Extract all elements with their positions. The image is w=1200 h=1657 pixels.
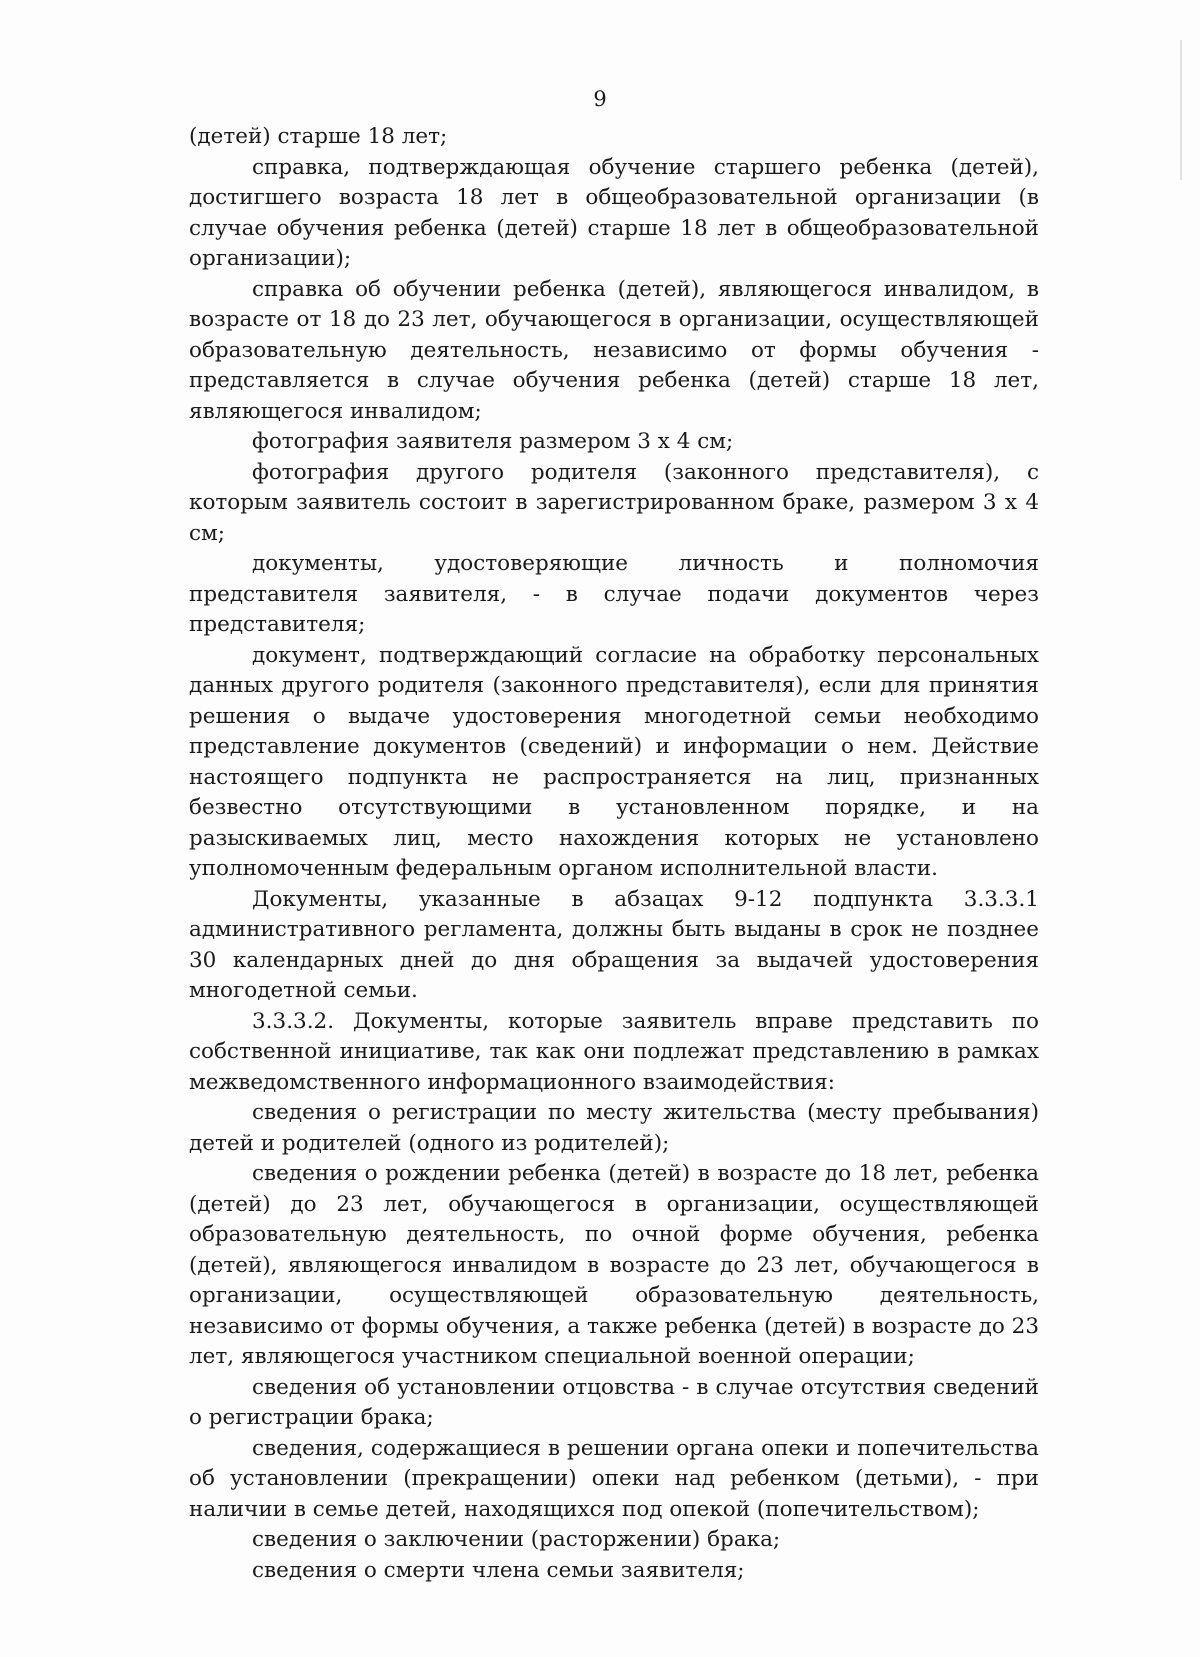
paragraph: сведения о рождении ребенка (детей) в возрасте до 18 лет, ребенка (детей) до 23 лет, обучающегося в организации, осуществляющей образовательную деятельность, по очной форме обучения, ребенка (детей), являющегося инвалидом в возрасте до 23 лет, обучающегося в организации, осуществляющей образовательную деятельность, независимо от формы обучения, а также ребенка (детей) в возрасте до 23 лет, являющегося участником специальной военной операции; [189, 1161, 1039, 1369]
paragraph: Документы, указанные в абзацах 9-12 подпункта 3.3.3.1 административного регламента, должны быть выданы в срок не позднее 30 календарных дней до дня обращения за выдачей удостоверения многодетной семьи. [189, 886, 1039, 1003]
paragraph: (детей) старше 18 лет; [189, 124, 448, 149]
paragraph: фотография заявителя размером 3 х 4 см; [252, 429, 734, 454]
paragraph: документы, удостоверяющие личность и полномочия представителя заявителя, - в случае подачи документов через представителя; [189, 551, 1039, 637]
paragraph: 3.3.3.2. Документы, которые заявитель вправе представить по собственной инициативе, так как они подлежат представлению в рамках межведомственного информационного взаимодействия: [189, 1008, 1039, 1095]
document-body [189, 122, 1039, 1586]
page-number: 9 [593, 87, 607, 111]
paragraph: документ, подтверждающий согласие на обработку персональных данных другого родителя (законного представителя), если для принятия решения о выдаче удостоверения многодетной семьи необходимо представление документов (сведений) и информации о нем. Действие настоящего подпункта не распространяется на лиц, признанных безвестно отсутствующими в установленном порядке, и на разыскиваемых лиц, место нахождения которых не установлено уполномоченным федеральным органом исполнительной власти. [189, 642, 1039, 881]
scan-edge-mark [1180, 40, 1182, 180]
paragraph: сведения о смерти члена семьи заявителя; [252, 1557, 745, 1583]
paragraph: фотография другого родителя (законного представителя), с которым заявитель состоит в зарегистрированном браке, размером 3 х 4 см; [189, 459, 1039, 546]
paragraph: справка, подтверждающая обучение старшего ребенка (детей), достигшего возраста 18 лет в общеобразовательной организации (в случае обучения ребенка (детей) старше 18 лет в общеобразовательной организации); [189, 154, 1039, 271]
paragraph: сведения о регистрации по месту жительства (месту пребывания) детей и родителей (одного из родителей); [189, 1100, 1039, 1156]
paragraph: сведения о заключении (расторжении) брака; [252, 1527, 781, 1552]
paragraph: справка об обучении ребенка (детей), являющегося инвалидом, в возрасте от 18 до 23 лет, обучающегося в организации, осуществляющей образовательную деятельность, независимо от формы обучения - представляется в случае обучения ребенка (детей) старше 18 лет, являющегося инвалидом; [189, 276, 1039, 424]
paragraph: сведения об установлении отцовства - в случае отсутствия сведений о регистрации брака; [189, 1374, 1039, 1430]
paragraph: сведения, содержащиеся в решении органа опеки и попечительства об установлении (прекращении) опеки над ребенком (детьми), - при наличии в семье детей, находящихся под опекой (попечительством); [189, 1435, 1039, 1522]
